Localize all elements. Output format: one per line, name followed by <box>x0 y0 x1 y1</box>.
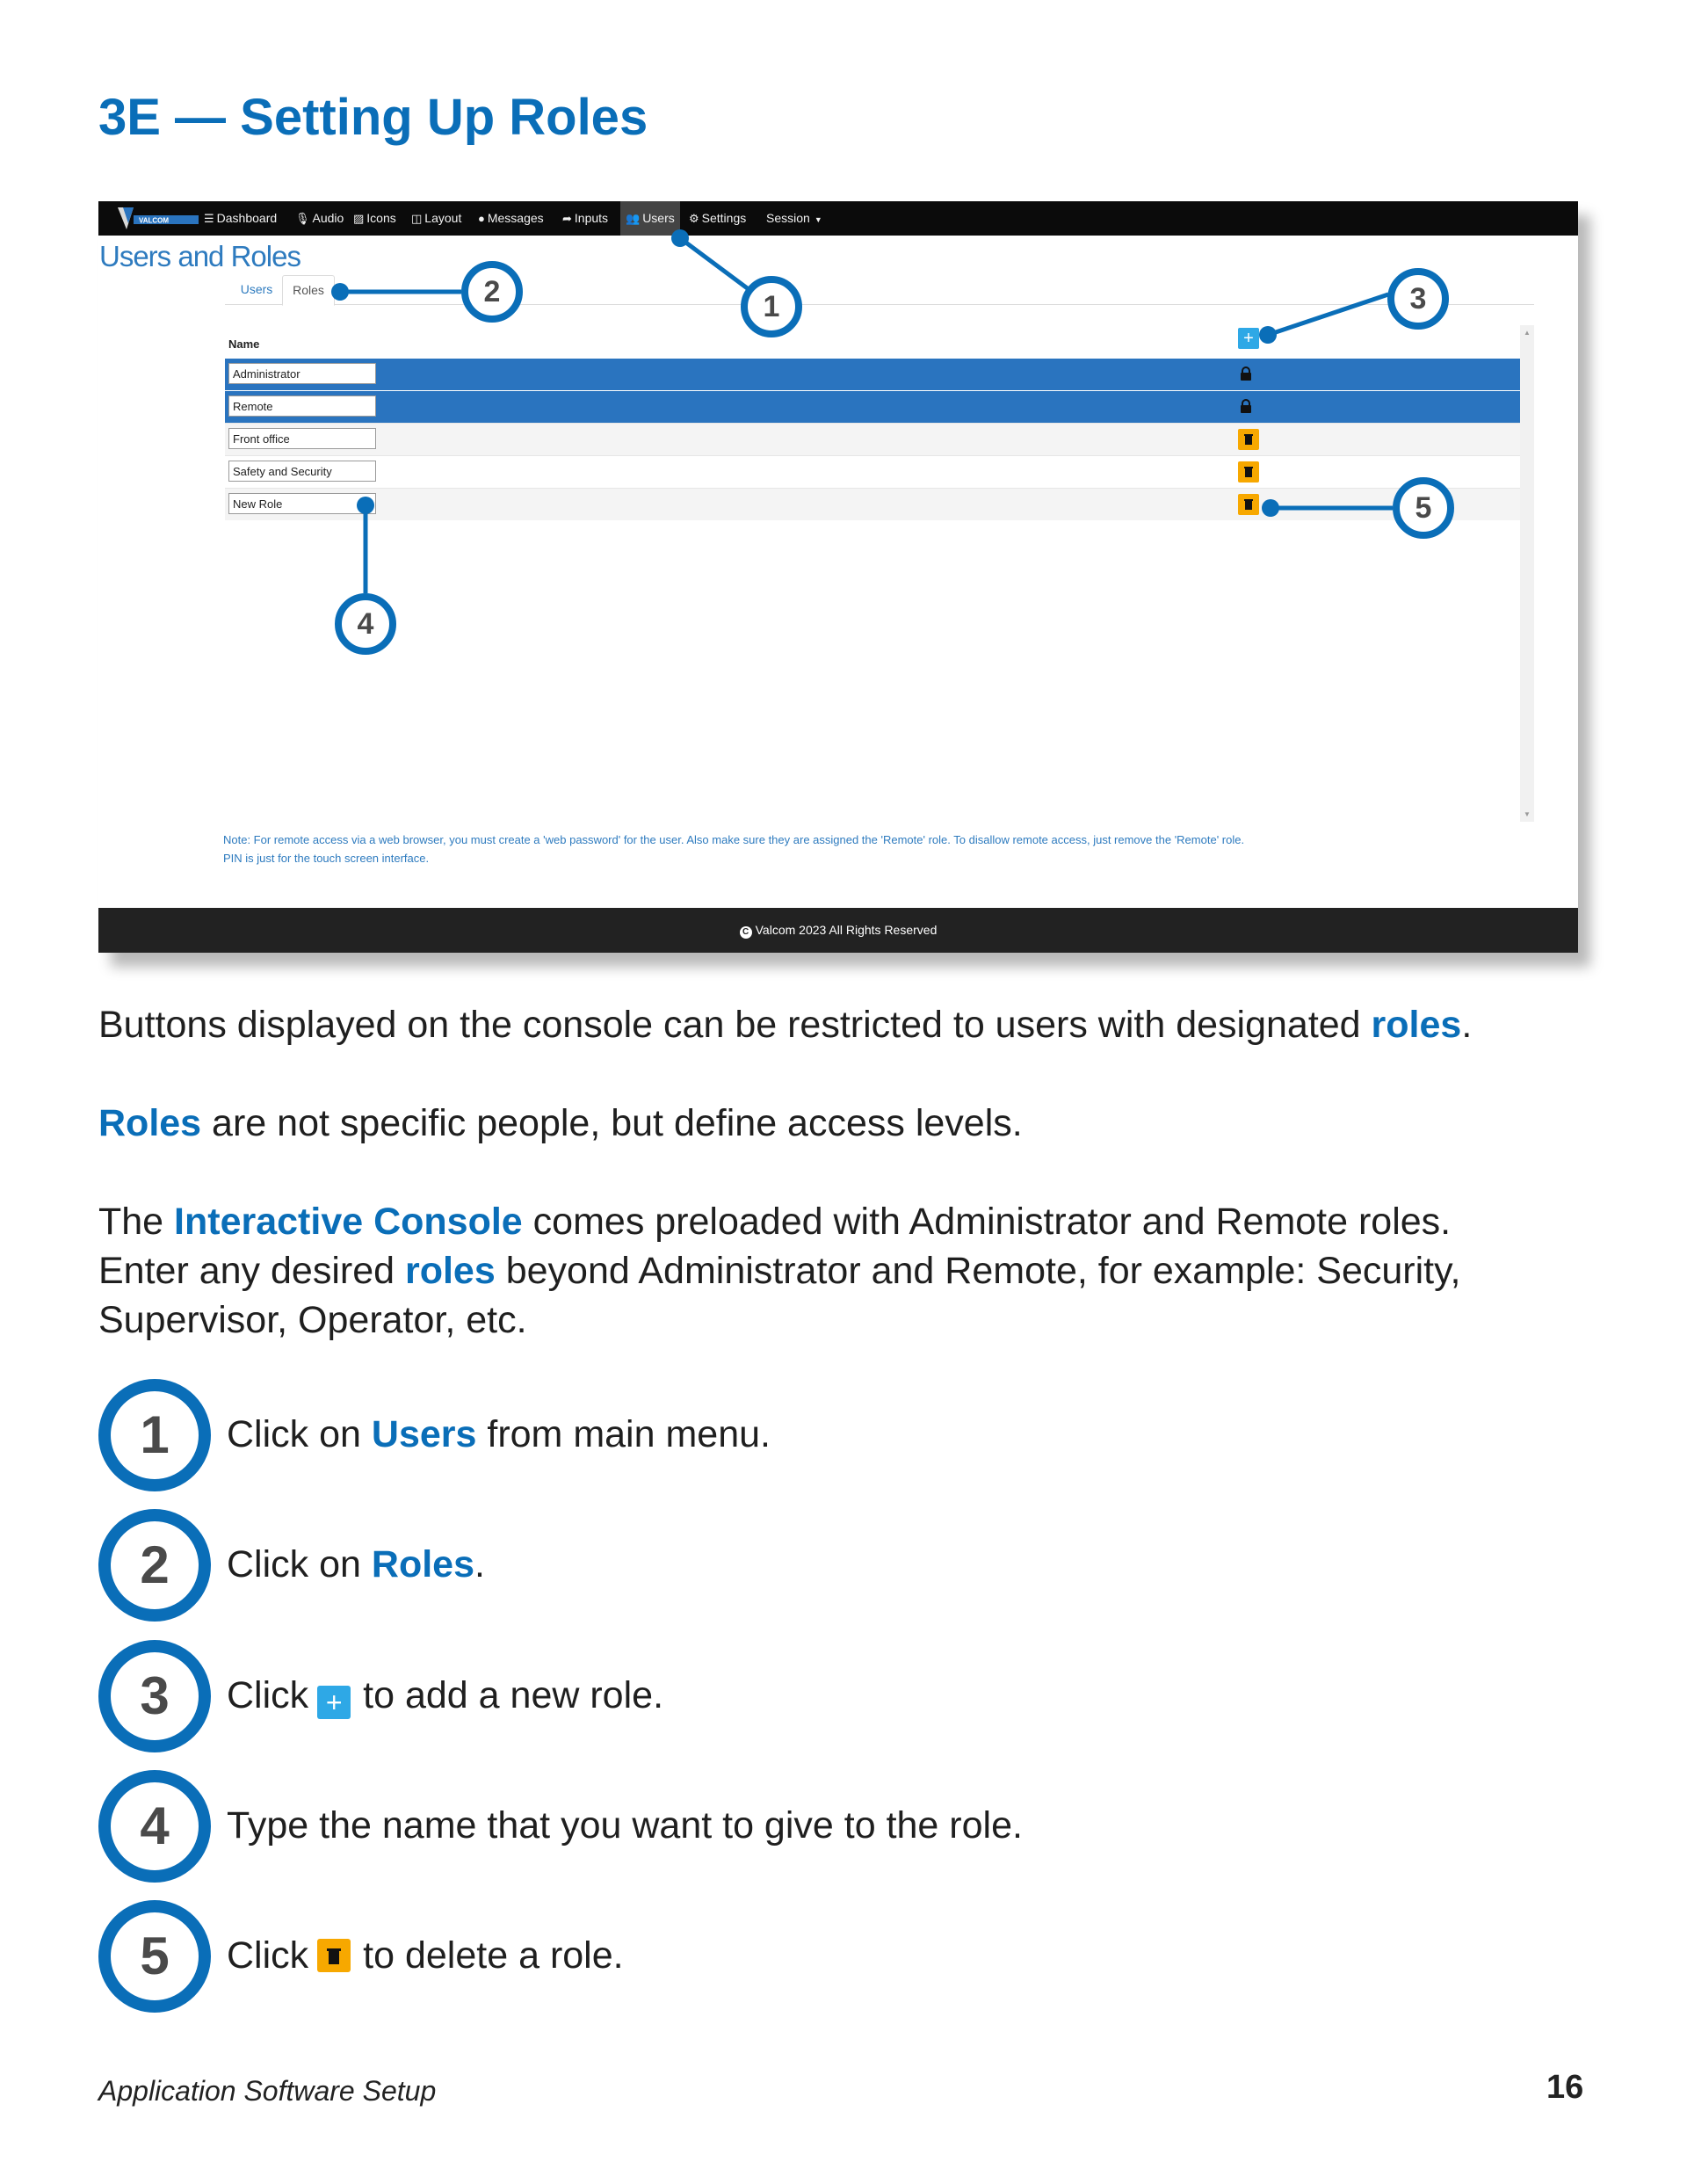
callout-4: 4 <box>335 593 396 655</box>
roles-definition-paragraph: Roles are not specific people, but define access levels. <box>98 1102 1023 1144</box>
intro-paragraph: Buttons displayed on the console can be restricted to users with designated roles. <box>98 1004 1473 1046</box>
share-arrow-icon: ➦ <box>562 212 572 225</box>
nav-messages[interactable]: ● Messages <box>478 201 544 236</box>
nav-users[interactable]: 👥 Users <box>620 201 680 236</box>
nav-session[interactable]: Session ▼ <box>766 201 825 236</box>
list-icon: ☰ <box>204 212 214 225</box>
layout-icon: ◫ <box>411 212 423 225</box>
callout-5: 5 <box>1393 477 1454 539</box>
svg-text:VALCOM: VALCOM <box>139 216 170 225</box>
tab-roles[interactable]: Roles <box>282 275 335 306</box>
step-number-5: 5 <box>98 1900 211 2013</box>
note-line: Note: For remote access via a web browser, you must create a 'web password' for the user. Also make sure they are assigned the 'Remote' role. To disallow remote access, just remove the 'Remote' role. <box>223 833 1245 846</box>
speech-bubble-icon: ● <box>478 212 485 225</box>
footer-section-title: Application Software Setup <box>98 2075 437 2107</box>
caret-down-icon: ▼ <box>814 215 822 224</box>
step-number-2: 2 <box>98 1509 211 1622</box>
step-number-4: 4 <box>98 1770 211 1883</box>
scroll-up-icon[interactable]: ▲ <box>1524 329 1531 337</box>
image-icon: ▨ <box>353 212 365 225</box>
scroll-down-icon[interactable]: ▼ <box>1524 810 1531 818</box>
footer-text: Valcom 2023 All Rights Reserved <box>755 923 938 937</box>
callout-1: 1 <box>741 276 802 337</box>
nav-audio[interactable]: 🎙 Audio <box>295 201 344 236</box>
users-icon: 👥 <box>626 212 641 225</box>
copyright-icon: C <box>740 926 752 939</box>
step-number-3: 3 <box>98 1640 211 1752</box>
add-role-button[interactable]: + <box>1238 328 1259 349</box>
nav-settings[interactable]: ⚙ Settings <box>689 201 746 236</box>
users-and-roles-heading: Users and Roles <box>99 240 300 272</box>
nav-layout[interactable]: ◫ Layout <box>411 201 461 236</box>
step-number-1: 1 <box>98 1379 211 1491</box>
gears-icon: ⚙ <box>689 212 699 225</box>
plus-button-icon: + <box>317 1686 351 1719</box>
step-text-3: Click + to add a new role. <box>227 1674 664 1718</box>
nav-dashboard[interactable]: ☰ Dashboard <box>204 201 277 236</box>
microphone-icon: 🎙 <box>295 212 310 225</box>
column-header-name: Name <box>228 337 260 351</box>
step-text-2: Click on Roles. <box>227 1543 485 1585</box>
preloaded-roles-paragraph: The Interactive Console comes preloaded with Administrator and Remote roles. Enter any desired roles beyond Administrator and Remote, for example: Security, Supervisor, Operator, etc. <box>98 1201 1461 1341</box>
callout-2: 2 <box>461 261 523 323</box>
callout-3: 3 <box>1387 268 1449 330</box>
note-line: PIN is just for the touch screen interface. <box>223 852 430 865</box>
page-title: 3E — Setting Up Roles <box>98 89 648 146</box>
step-text-4: Type the name that you want to give to the role. <box>227 1804 1023 1847</box>
trash-button-icon <box>317 1939 351 1972</box>
nav-inputs[interactable]: ➦ Inputs <box>562 201 608 236</box>
tab-users[interactable]: Users <box>240 282 273 296</box>
step-text-1: Click on Users from main menu. <box>227 1413 771 1455</box>
step-text-5: Click to delete a role. <box>227 1934 624 1977</box>
nav-icons[interactable]: ▨ Icons <box>353 201 396 236</box>
page-number: 16 <box>1546 2069 1584 2106</box>
